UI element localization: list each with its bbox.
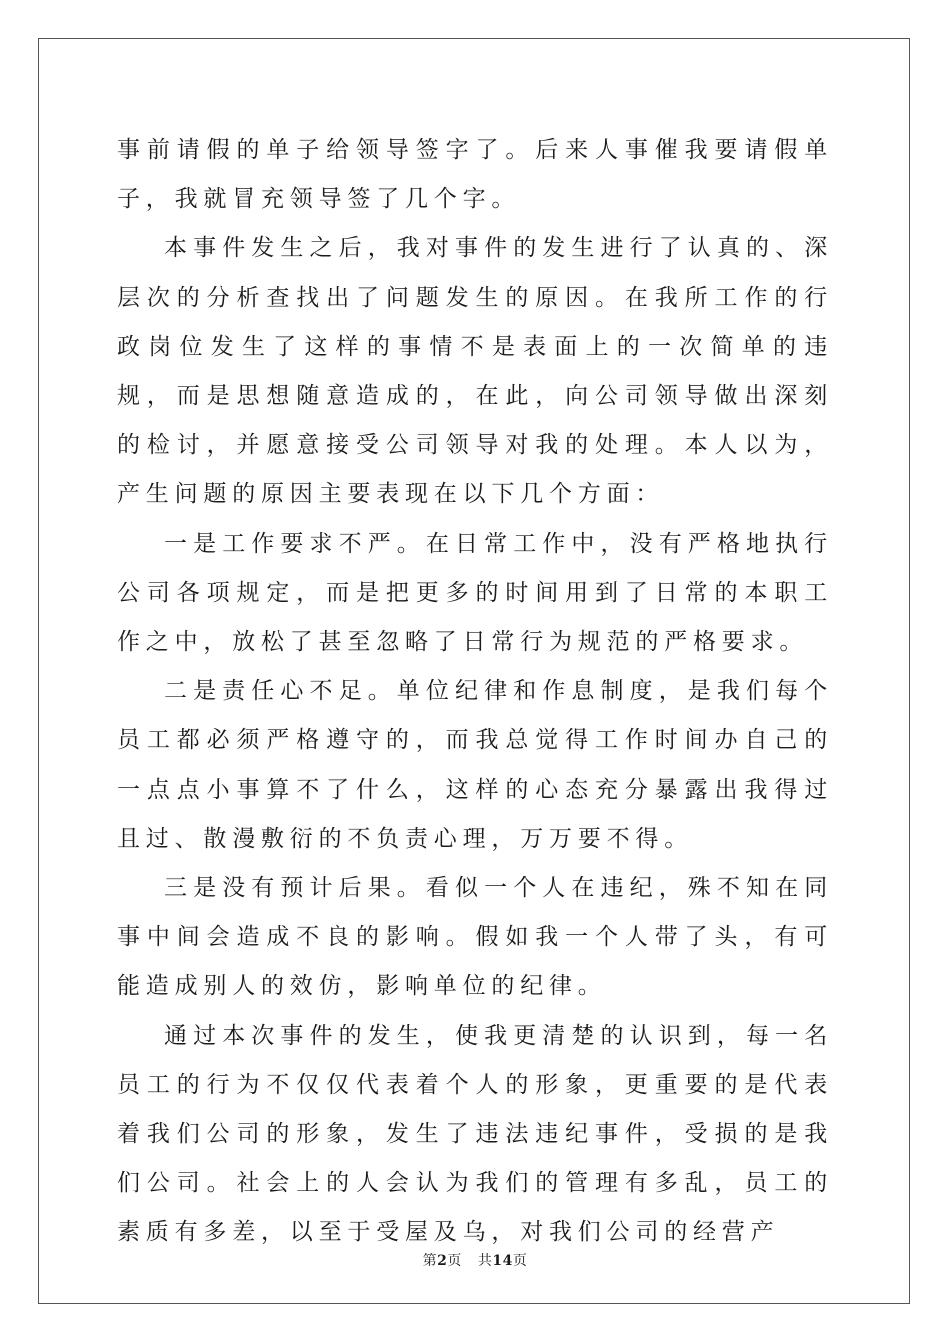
paragraph-conclusion: 通过本次事件的发生，使我更清楚的认识到，每一名员工的行为不仅仅代表着个人的形象，更重要的是代表着我们公司的形象，发生了违法违纪事件，受损的是我们公司。社会上的人会认为我们的管理有多乱，员工的素质有多差，以至于受屋及乌，对我们公司的经营产 (117, 1022, 833, 1246)
page-footer (0, 1250, 950, 1270)
page-suffix: 页 (447, 1253, 462, 1269)
page-current: 2 (437, 1253, 448, 1269)
document-body (117, 126, 833, 1258)
paragraph-reason-two: 二是责任心不足。单位纪律和作息制度，是我们每个员工都必须严格遵守的，而我总觉得工作时间办自己的一点点小事算不了什么，这样的心态充分暴露出我得过且过、散漫敷衍的不负责心理，万万要不得。 (117, 678, 833, 852)
page-total: 14 (492, 1253, 513, 1269)
paragraph-reason-three: 三是没有预计后果。看似一个人在违纪，殊不知在同事中间会造成不良的影响。假如我一个人带了头，有可能造成别人的效仿，影响单位的纪律。 (117, 875, 833, 1000)
page-prefix: 第 (422, 1253, 438, 1269)
total-prefix: 共 (477, 1253, 493, 1269)
paragraph-analysis: 本事件发生之后，我对事件的发生进行了认真的、深层次的分析查找出了问题发生的原因。在我所工作的行政岗位发生了这样的事情不是表面上的一次简单的违规，而是思想随意造成的，在此，向公司领导做出深刻的检讨，并愿意接受公司领导对我的处理。本人以为，产生问题的原因主要表现在以下几个方面： (117, 235, 833, 508)
paragraph-reason-one: 一是工作要求不严。在日常工作中，没有严格地执行公司各项规定，而是把更多的时间用到了日常的本职工作之中，放松了甚至忽略了日常行为规范的严格要求。 (117, 530, 833, 656)
total-suffix: 页 (512, 1253, 528, 1269)
paragraph-continuation: 事前请假的单子给领导签字了。后来人事催我要请假单子，我就冒充领导签了几个字。 (117, 137, 833, 213)
